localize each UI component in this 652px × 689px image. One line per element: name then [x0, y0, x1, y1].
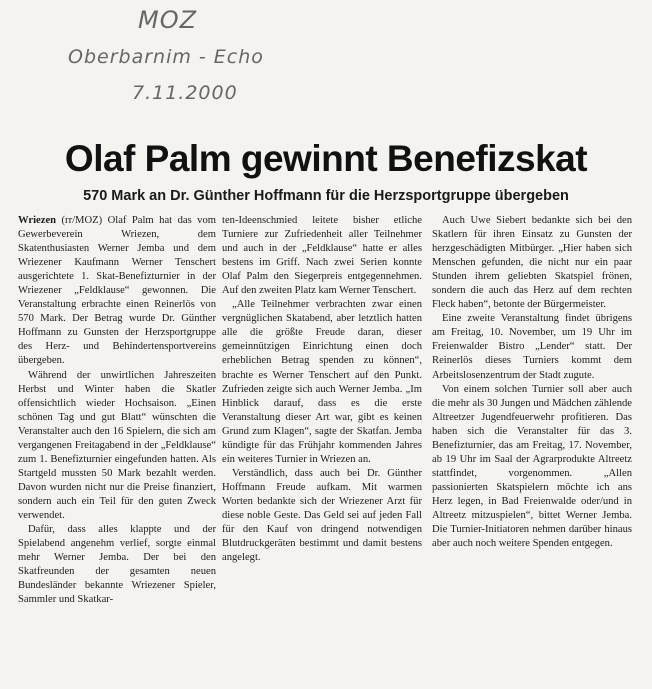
handwritten-newspaper-abbrev: MOZ	[138, 6, 198, 34]
paragraph	[18, 214, 216, 369]
paragraph: „Alle Teilnehmer verbrachten zwar einen vergnüglichen Skatabend, aber letztlich hatten alle die größte Freude daran, dieser gemeinnützigen Einrichtung einen doch erheblichen Betrag spenden zu können“, brachte es Werner Tenschert auf den Punkt. Zufrieden zeigte sich auch Werner Jemba. „Im Hinblick darauf, dass es die erste Veranstaltung dieser Art war, gibt es keinen Grund zum Klagen“, sagte der Skatfan. Jemba kündigte für das Frühjahr kommenden Jahres ein weiteres Turnier in Wriezen an.	[222, 299, 422, 465]
paragraph: Von einem solchen Turnier soll aber auch die mehr als 30 Jungen und Mädchen zählende Altreetzer Jugendfeuerwehr profitieren. Das haben sich die Veranstalter für das 3. Benefizturnier, das am Freitag, 17. November, ab 19 Uhr im Saal der Agrarprodukte Altreetz stattfindet, vorgenommen. „Allen passionierten Skatspielern möchte ich ans Herz legen, in Bad Freienwalde oder/und in Altreetz mitzuspielen“, bittet Werner Jemba. Die Turnier-Initiatoren nehmen darüber hinaus aber auch noch weitere Spenden entgegen.	[432, 383, 632, 550]
handwritten-date: 7.11.2000	[132, 82, 238, 104]
paragraph: Verständlich, dass auch bei Dr. Günther Hoffmann Freude aufkam. Mit warmen Worten bedankte sich der Wriezener Arzt für diese noble Geste. Das Geld sei auf jeden Fall für den Kauf von dringend notwendigen Blutdruckgeräten bestimmt und damit bestens angelegt.	[222, 467, 422, 564]
paragraph-text: (rr/MOZ) Olaf Palm hat das vom Gewerbeverein Wriezen, dem Skatenthusiasten Werner Jemba und dem Wriezener Kaufmann Werner Tenschert ausgerichtete 1. Skat-Benefizturnier in der Wriezener „Feldklause“ gewonnen. Die Veranstaltung erbrachte einen Reinerlös von 570 Mark. Der Betrag wurde Dr. Günther Hoffmann zu Gunsten der Herzsportgruppe des Herz- und Behindertensportvereins übergeben.	[18, 215, 216, 367]
article-column-2	[222, 214, 422, 684]
paragraph: Eine zweite Veranstaltung findet übrigens am Freitag, 10. November, um 19 Uhr im Freienwalder Bistro „Lender“ statt. Der Reinerlös dieses Turniers kommt dem Arbeitslosenzentrum der Stadt zugute.	[432, 313, 632, 381]
article-column-3	[432, 214, 632, 684]
article-column-1	[18, 214, 216, 684]
paragraph: Während der unwirtlichen Jahreszeiten Herbst und Winter haben die Skatler offensichtlich wieder Hochsaison. „Einen schönen Tag und gut Blatt“ wünschten die Veranstalter auch den 16 Spielern, die sich am vergangenen Freitagabend in der „Feldklause“ zum 1. Benefizturnier eingefunden hatten. Als Startgeld mussten 50 Mark bezahlt werden. Davon wurden nicht nur die Preise finanziert, sondern auch ein Teil für den guten Zweck verwendet.	[18, 369, 216, 521]
dateline: Wriezen	[18, 215, 57, 226]
article-subheadline: 570 Mark an Dr. Günther Hoffmann für die Herzsportgruppe übergeben	[83, 188, 569, 204]
paragraph: ten-Ideenschmied leitete bisher etliche Turniere zur Zufriedenheit aller Teilnehmer und auch in der „Feldklause“ hatte er alles bestens im Griff. Nach zwei Serien konnte Olaf Palm den Siegerpreis entgegennehmen. Auf den zweiten Platz kam Werner Tenschert.	[222, 215, 422, 297]
handwritten-newspaper-name: Oberbarnim - Echo	[68, 46, 264, 68]
paragraph: Auch Uwe Siebert bedankte sich bei den Skatlern für ihren Einsatz zu Gunsten der herzgeschädigten Mitbürger. „Hier haben sich Menschen gefunden, die nicht nur ein paar Stunden ihrem geliebten Skatspiel frönen, sondern die auch das Herz auf dem rechten Fleck haben“, betonte der Bürgermeister.	[432, 215, 632, 311]
paragraph: Dafür, dass alles klappte und der Spielabend angenehm verlief, sorgte einmal mehr Werner Jemba. Der bei den Skatfreunden der gesamten neuen Bundesländer bekannte Wriezener Spieler, Sammler und Skatkar-	[18, 524, 216, 606]
article-headline: Olaf Palm gewinnt Benefizskat	[64, 138, 588, 179]
